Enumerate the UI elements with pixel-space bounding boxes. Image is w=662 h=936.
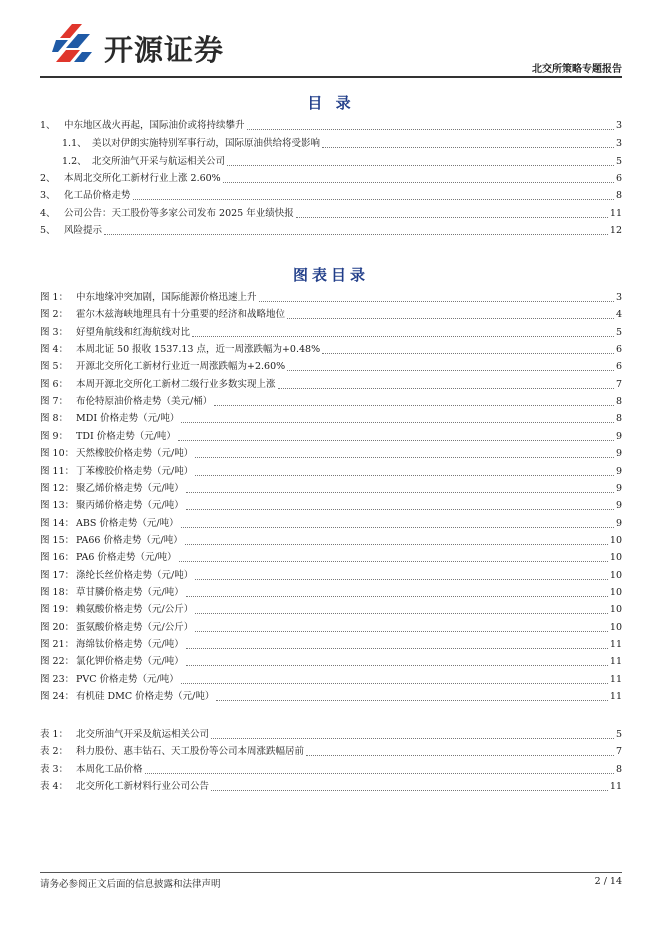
toc-entry[interactable]	[40, 207, 622, 221]
dot-leader	[322, 147, 614, 148]
entry-page-number: 8	[615, 413, 622, 425]
entry-title: PA6 价格走势（元/吨）	[76, 552, 177, 564]
figure-entry[interactable]	[40, 430, 622, 444]
entry-title: TDI 价格走势（元/吨）	[76, 430, 176, 442]
dot-leader	[181, 683, 608, 684]
entry-number: 图 21：	[40, 639, 75, 650]
entry-number: 图 12：	[40, 482, 75, 494]
dot-leader	[223, 182, 614, 183]
entry-number: 3、	[40, 190, 56, 201]
entry-number: 图 15：	[40, 534, 75, 546]
figure-entry[interactable]	[40, 673, 622, 687]
entry-page-number: 8	[615, 764, 622, 775]
entry-number: 图 3：	[40, 326, 69, 338]
entry-title: 美以对伊朗实施特别军事行动，国际原油供给将受影响	[92, 138, 321, 149]
entry-title: 北交所化工新材料行业公司公告	[76, 781, 210, 792]
figure-entry[interactable]	[40, 378, 622, 392]
toc-entry[interactable]	[40, 172, 622, 186]
entry-number: 图 8：	[40, 413, 69, 425]
entry-title: 草甘膦价格走势（元/吨）	[76, 586, 184, 598]
dot-leader	[181, 422, 614, 423]
entry-title: MDI 价格走势（元/吨）	[76, 413, 180, 425]
dot-leader	[306, 755, 614, 756]
figure-entry[interactable]	[40, 499, 622, 513]
entry-number: 1、	[40, 120, 56, 131]
entry-page-number: 3	[615, 120, 622, 131]
toc-entry[interactable]	[62, 137, 622, 151]
dot-leader	[195, 475, 614, 476]
entry-number: 图 20：	[40, 621, 75, 633]
entry-page-number: 6	[615, 344, 622, 356]
table-entry[interactable]	[40, 745, 622, 759]
dot-leader	[195, 457, 614, 458]
entry-number: 图 2：	[40, 309, 69, 321]
entry-number: 表 4：	[40, 781, 69, 792]
dot-leader	[211, 790, 608, 791]
dot-leader	[227, 165, 614, 166]
entry-number: 图 9：	[40, 430, 69, 442]
entry-page-number: 9	[615, 517, 622, 529]
entry-number: 2、	[40, 173, 56, 184]
dot-leader	[259, 301, 614, 302]
dot-leader	[296, 217, 608, 218]
entry-number: 表 2：	[40, 746, 69, 757]
entry-page-number: 10	[609, 534, 622, 546]
entry-page-number: 9	[615, 430, 622, 442]
table-entry[interactable]	[40, 728, 622, 742]
figure-entry[interactable]	[40, 412, 622, 426]
dot-leader	[195, 631, 608, 632]
figure-entry[interactable]	[40, 343, 622, 357]
entry-title: 公司公告：天工股份等多家公司发布 2025 年业绩快报	[64, 208, 294, 219]
figure-entry[interactable]	[40, 569, 622, 583]
dot-leader	[181, 527, 614, 528]
dot-leader	[216, 700, 608, 701]
header-divider	[40, 76, 622, 78]
entry-number: 图 24：	[40, 691, 75, 703]
entry-page-number: 10	[609, 621, 622, 633]
entry-number: 图 10：	[40, 448, 75, 460]
entry-title: 涤纶长丝价格走势（元/吨）	[76, 569, 194, 581]
entry-page-number: 9	[615, 500, 622, 512]
entry-title: 中东地区战火再起，国际油价或将持续攀升	[64, 120, 245, 131]
entry-number: 4、	[40, 208, 56, 219]
entry-title: ABS 价格走势（元/吨）	[76, 517, 179, 529]
entry-title: 本周北交所化工新材行业上涨 2.60%	[64, 173, 221, 184]
dot-leader	[278, 388, 614, 389]
entry-title: 风险提示	[64, 225, 103, 236]
entry-title: 北交所油气开采与航运相关公司	[92, 156, 226, 167]
page-number: 2 / 14	[594, 876, 622, 887]
entry-number: 图 22：	[40, 656, 75, 668]
entry-number: 图 17：	[40, 569, 75, 581]
dot-leader	[195, 613, 608, 614]
figure-entry[interactable]	[40, 465, 622, 479]
entry-page-number: 11	[609, 639, 622, 650]
toc-entry[interactable]	[40, 119, 622, 133]
entry-page-number: 6	[615, 361, 622, 373]
dot-leader	[192, 336, 614, 337]
dot-leader	[247, 129, 614, 130]
entry-page-number: 10	[609, 604, 622, 616]
figure-entry[interactable]	[40, 326, 622, 340]
entry-title: 氯化钾价格走势（元/吨）	[76, 656, 184, 668]
entry-page-number: 5	[615, 729, 622, 740]
figure-entry[interactable]	[40, 447, 622, 461]
entry-number: 图 16：	[40, 552, 75, 564]
entry-page-number: 11	[609, 781, 622, 792]
entry-title: 天然橡胶价格走势（元/吨）	[76, 448, 194, 460]
entry-number: 图 18：	[40, 586, 75, 598]
dot-leader	[287, 370, 614, 371]
figure-entry[interactable]	[40, 551, 622, 565]
figure-entry[interactable]	[40, 308, 622, 322]
entry-title: 聚丙烯价格走势（元/吨）	[76, 500, 184, 512]
entry-page-number: 7	[615, 378, 622, 390]
dot-leader	[214, 405, 614, 406]
entry-number: 图 14：	[40, 517, 75, 529]
dot-leader	[186, 492, 614, 493]
entry-page-number: 11	[609, 673, 622, 685]
figure-entry[interactable]	[40, 638, 622, 652]
entry-number: 图 19：	[40, 604, 75, 616]
company-logo-icon	[52, 22, 94, 68]
entry-page-number: 8	[615, 396, 622, 408]
entry-number: 1.1、	[62, 138, 87, 149]
entry-page-number: 9	[615, 465, 622, 477]
entry-title: PA66 价格走势（元/吨）	[76, 534, 183, 546]
toc-entry[interactable]	[62, 155, 622, 169]
entry-page-number: 11	[609, 656, 622, 668]
dot-leader	[186, 509, 614, 510]
figure-entry[interactable]	[40, 621, 622, 635]
entry-title: 本周化工品价格	[76, 764, 143, 775]
entry-title: 霍尔木兹海峡地理具有十分重要的经济和战略地位	[76, 309, 286, 321]
dot-leader	[287, 318, 614, 319]
entry-page-number: 12	[609, 225, 622, 236]
figure-list-title: 图表目录	[292, 266, 369, 284]
entry-title: 赖氨酸价格走势（元/公斤）	[76, 604, 194, 616]
entry-number: 图 13：	[40, 500, 75, 512]
dot-leader	[211, 738, 614, 739]
footer-divider	[40, 872, 622, 873]
dot-leader	[185, 544, 608, 545]
entry-page-number: 10	[609, 552, 622, 564]
entry-title: 科力股份、惠丰钻石、天工股份等公司本周涨跌幅居前	[76, 746, 305, 757]
dot-leader	[186, 665, 608, 666]
entry-number: 图 5：	[40, 361, 69, 373]
figure-entry[interactable]	[40, 655, 622, 669]
dot-leader	[186, 648, 608, 649]
dot-leader	[133, 199, 614, 200]
entry-title: 开源北交所化工新材行业近一周涨跌幅为+2.60%	[76, 361, 286, 373]
figure-entry[interactable]	[40, 482, 622, 496]
entry-number: 1.2、	[62, 156, 87, 167]
figure-entry[interactable]	[40, 360, 622, 374]
entry-title: 中东地缘冲突加剧，国际能源价格迅速上升	[76, 292, 257, 303]
entry-title: 蛋氨酸价格走势（元/公斤）	[76, 621, 194, 633]
entry-number: 图 1：	[40, 292, 69, 303]
company-name: 开源证券	[104, 33, 225, 67]
entry-page-number: 10	[609, 586, 622, 598]
entry-number: 图 6：	[40, 378, 69, 390]
figure-entry[interactable]	[40, 603, 622, 617]
entry-page-number: 6	[615, 173, 622, 184]
dot-leader	[145, 773, 614, 774]
entry-number: 图 7：	[40, 396, 69, 408]
entry-number: 5、	[40, 225, 56, 236]
entry-page-number: 8	[615, 190, 622, 201]
dot-leader	[195, 579, 608, 580]
entry-page-number: 11	[609, 208, 622, 219]
footer-disclaimer: 请务必参阅正文后面的信息披露和法律声明	[40, 879, 221, 890]
entry-page-number: 9	[615, 448, 622, 460]
entry-title: PVC 价格走势（元/吨）	[76, 673, 179, 685]
entry-page-number: 5	[615, 326, 622, 338]
entry-title: 北交所油气开采及航运相关公司	[76, 729, 210, 740]
entry-page-number: 11	[609, 691, 622, 703]
entry-page-number: 7	[615, 746, 622, 757]
entry-title: 布伦特原油价格走势（美元/桶）	[76, 396, 213, 408]
toc-entry[interactable]	[40, 189, 622, 203]
figure-entry[interactable]	[40, 291, 622, 305]
toc-title: 目 录	[307, 94, 355, 112]
entry-number: 表 3：	[40, 764, 69, 775]
figure-entry[interactable]	[40, 534, 622, 548]
figure-entry[interactable]	[40, 586, 622, 600]
entry-page-number: 3	[615, 292, 622, 303]
dot-leader	[179, 561, 608, 562]
entry-title: 化工品价格走势	[64, 190, 131, 201]
entry-title: 好望角航线和红海航线对比	[76, 326, 191, 338]
figure-entry[interactable]	[40, 395, 622, 409]
dot-leader	[178, 440, 614, 441]
entry-title: 本周北证 50 报收 1537.13 点，近一周涨跌幅为+0.48%	[76, 344, 321, 356]
entry-number: 图 4：	[40, 344, 69, 356]
entry-page-number: 4	[615, 309, 622, 321]
entry-title: 聚乙烯价格走势（元/吨）	[76, 482, 184, 494]
table-entry[interactable]	[40, 780, 622, 794]
entry-number: 图 11：	[40, 465, 75, 477]
entry-title: 有机硅 DMC 价格走势（元/吨）	[76, 691, 215, 703]
dot-leader	[322, 353, 614, 354]
table-entry[interactable]	[40, 763, 622, 777]
figure-entry[interactable]	[40, 517, 622, 531]
entry-title: 本周开源北交所化工新材二级行业多数实现上涨	[76, 378, 276, 390]
entry-title: 海绵钛价格走势（元/吨）	[76, 639, 184, 650]
entry-title: 丁苯橡胶价格走势（元/吨）	[76, 465, 194, 477]
page-header	[40, 14, 622, 76]
entry-page-number: 5	[615, 156, 622, 167]
toc-entry[interactable]	[40, 224, 622, 238]
entry-page-number: 3	[615, 138, 622, 149]
entry-number: 表 1：	[40, 729, 69, 740]
figure-entry[interactable]	[40, 690, 622, 704]
entry-number: 图 23：	[40, 673, 75, 685]
entry-page-number: 10	[609, 569, 622, 581]
entry-page-number: 9	[615, 482, 622, 494]
dot-leader	[186, 596, 608, 597]
dot-leader	[104, 234, 608, 235]
report-type: 北交所策略专题报告	[532, 64, 622, 75]
